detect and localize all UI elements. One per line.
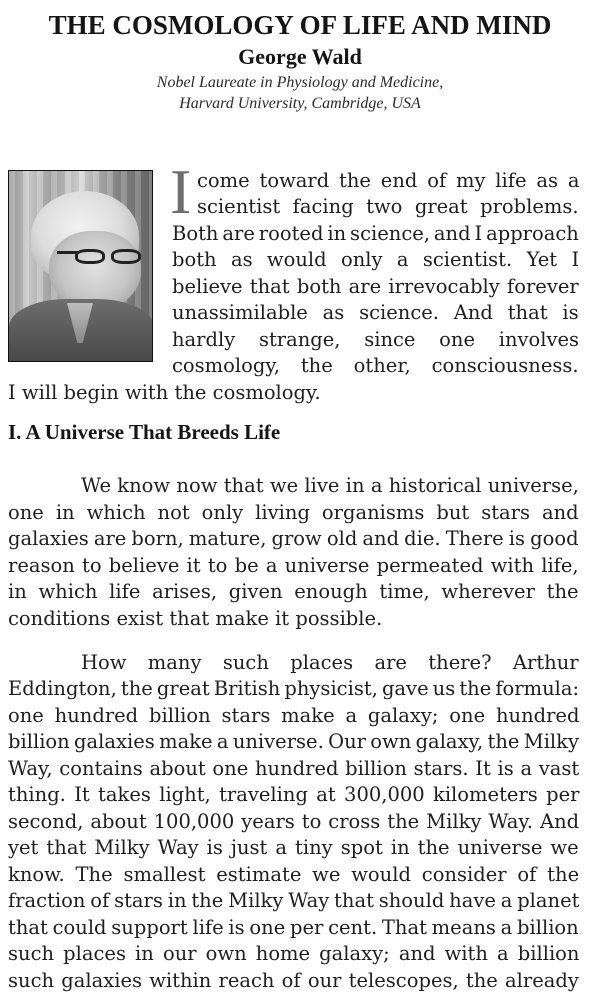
intro-line: unassimilable as science. And that is	[172, 301, 579, 324]
paragraph-line: in which life arises, given enough time, wherever the	[8, 580, 579, 603]
paragraph-line: one in which not only living organisms but stars and	[8, 501, 579, 524]
intro-line: scientist facing two great problems.	[197, 195, 579, 218]
paragraph-line: second, about 100,000 years to cross the Milky Way. And	[8, 810, 580, 833]
paragraph-line: We know now that we live in a historical universe,	[81, 474, 579, 497]
section-heading: I. A Universe That Breeds Life	[8, 420, 281, 444]
drop-cap: I	[170, 156, 192, 227]
paragraph-line: such places in our own home galaxy; and with a billion	[8, 942, 580, 965]
paragraph-line: yet that Milky Way is just a tiny spot in the universe we	[8, 836, 579, 859]
intro-line: hardly strange, since one involves	[172, 328, 580, 351]
paragraph-line: galaxies are born, mature, grow old and die. There is good	[8, 527, 579, 550]
paragraph-line: fraction of stars in the Milky Way that should have a planet	[8, 889, 580, 912]
intro-line: cosmology, the other, consciousness.	[172, 354, 579, 377]
author-affiliation-line1: Nobel Laureate in Physiology and Medicine,	[156, 74, 444, 91]
paragraph-line: that could support life is one per cent. That means a billion	[8, 916, 579, 939]
article-title: THE COSMOLOGY OF LIFE AND MIND	[48, 10, 552, 40]
paragraph-line: conditions exist that make it possible.	[8, 607, 383, 630]
author-portrait	[8, 170, 153, 362]
paragraph-line: such galaxies within reach of our telescopes, the already	[8, 969, 579, 992]
intro-line: both as would only a scientist. Yet I	[172, 248, 580, 271]
intro-line: Both are rooted in science, and I approach	[172, 222, 579, 245]
paragraph-line: billion galaxies make a universe. Our own galaxy, the Milky	[8, 730, 579, 753]
paragraph-line: one hundred billion stars make a galaxy; one hundred	[8, 704, 580, 727]
intro-line: believe that both are irrevocably forever	[172, 275, 579, 298]
paragraph-line: Way, contains about one hundred billion stars. It is a vast	[8, 757, 580, 780]
paragraph-line: Eddington, the great British physicist, gave us the formula:	[8, 677, 580, 700]
paragraph-line: thing. It takes light, traveling at 300,000 kilometers per	[8, 783, 580, 806]
author-affiliation-line2: Harvard University, Cambridge, USA	[179, 95, 421, 112]
paragraph-line: reason to believe it to be a universe permeated with life,	[8, 554, 579, 577]
paragraph-line: know. The smallest estimate we would consider of the	[8, 863, 580, 886]
intro-line: come toward the end of my life as a	[197, 169, 580, 192]
paragraph-line: How many such places are there? Arthur	[81, 651, 579, 674]
intro-line: I will begin with the cosmology.	[8, 381, 321, 404]
author-name: George Wald	[238, 44, 362, 69]
